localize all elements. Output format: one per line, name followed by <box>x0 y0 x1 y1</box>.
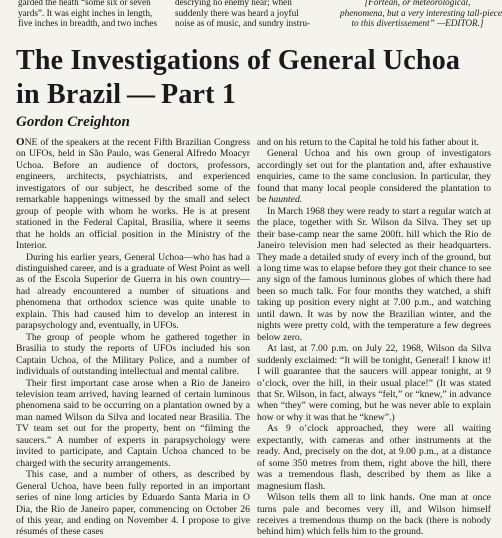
fragment-line: descrying no enemy near; when <box>175 0 292 7</box>
fragment-line: to this divertissement” —EDITOR.] <box>351 18 484 29</box>
paragraph-text: General Uchoa and his own group of investigators accordingly set out for the plantation and, after exhaustive enquiries, came to the same conclusion. In particular, they found that many local people considered the plantation to be <box>257 148 491 206</box>
previous-article-fragment <box>0 0 500 30</box>
fragment-line: suddenly there was heard a joyful <box>175 7 299 18</box>
emphasis-text: haunted. <box>268 194 303 206</box>
paragraph: During his earlier years, General Uchoa—who has had a distinguished career, and is a graduate of West Point as well as of the Escola Superior de Guerra in his own country—had already encountered a number of situations and phenomena that orthodox science was quite unable to explain. This had caused him to develop an interest in parapsychology and, eventually, in UFOs. <box>16 251 250 332</box>
paragraph <box>16 137 250 252</box>
article-author: Gordon Creighton <box>16 114 130 130</box>
fragment-column-1 <box>18 0 173 29</box>
paragraph: At last, at 7.00 p.m. on July 22, 1968, Wilson da Silva suddenly exclaimed: “It will be tonight, General! I know it! I will guarantee that the saucers will appear tonight, at 9 o’clock, over the hill, in their usual place!” (It was stated that Sr. Wilson, in fact, always “felt,” or “knew,” in advance when “they” were coming, but he was never able to explain how or why it was that he “knew”.) <box>257 343 491 423</box>
fragment-line: yards”. It was eight inches in length, <box>18 7 153 18</box>
paragraph: As 9 o’clock approached, they were all waiting expectantly, with cameras and other instruments at the ready. And, precisely on the dot, at 9.00 p.m., at a distance of some 350 metres from them, right above the hill, there was a tremendous flash, described by them as like a magnesium flash. <box>257 423 491 492</box>
paragraph <box>257 148 491 205</box>
paragraph: This case, and a number of others, as described by General Uchoa, have been fully reported in an important series of nine long articles by Eduardo Santa Maria in O Dia, the Rio de Janeiro paper, commencing on October 26 of this year, and ending on November 4. I propose to give résumés of these cases <box>16 469 250 538</box>
fragment-line: noise as of music, and sundry instru- <box>175 18 310 29</box>
paragraph: The group of people whom he gathered together in Brasilia to study the reports of UFOs included his son Captain Uchoa, of the Military Police, and a number of individuals of outstanding intellectual and mental calibre. <box>16 331 250 378</box>
editor-note <box>340 0 502 29</box>
paragraph: and on his return to the Capital he told his father about it. <box>257 137 479 148</box>
paragraph: In March 1968 they were ready to start a regular watch at the place, together with Sr. Wilson da Silva. They set up their base-camp near the same 200ft. hill which the Rio de Janeiro television men had selected as their headquarters. They made a detailed study of every inch of the ground, but a long time was to elapse before they got their chance to see any sign of the famous luminous globes of which there had been so much talk. For four months they watched, a shift taking up position every night at 7.00 p.m., and watching until dawn. It was by now the Brazilian winter, and the nights were pretty cold, with the temperature a few degrees below zero. <box>257 205 491 343</box>
fragment-line: garded the heath “some six or seven <box>18 0 151 7</box>
fragment-line: [Fortean, or meteorological, <box>364 0 471 7</box>
paragraph: Wilson tells them all to link hands. One man at once turns pale and becomes very ill, and Wilson himself receives a tremendous thump on the back (there is nobody behind him) which fells him to the ground. <box>257 492 491 538</box>
fragment-line: five inches in breadth, and two inches <box>18 18 158 29</box>
paragraph-text: NE of the speakers at the recent Fifth Brazilian Congress on UFOs, held in São Paulo, was General Alfredo Moacyr Uchoa. Before an audience of doctors, professors, engineers, architects, psychiatrists, and experienced investigators of our subject, he described some of the remarkable happenings witnessed by the small and select group of people with whom he works. He is at present stationed in the Federal Capital, Brasilia, where it seems that he holds an official position in the Ministry of the Interior. <box>16 137 250 252</box>
fragment-line: phenomena, but a very interesting tall-piece <box>340 7 502 18</box>
body-column-left <box>16 136 250 538</box>
body-column-right <box>257 137 491 538</box>
paragraph: Their first important case arose when a Rio de Janeiro television team arrived, having learned of certain luminous phenomena said to be occurring on a plantation owned by a man named Wilson da Silva and located near Brasilia. The TV team set out for the property, bent on “filming the saucers.” A number of experts in parapsychology were invited to participate, and Captain Uchoa chanced to be charged with the security arrangements. <box>16 377 250 469</box>
drop-cap: O <box>16 136 25 148</box>
fragment-column-2 <box>175 0 330 29</box>
article-title: The Investigations of General Uchoa in Brazil — Part 1 <box>16 45 461 110</box>
